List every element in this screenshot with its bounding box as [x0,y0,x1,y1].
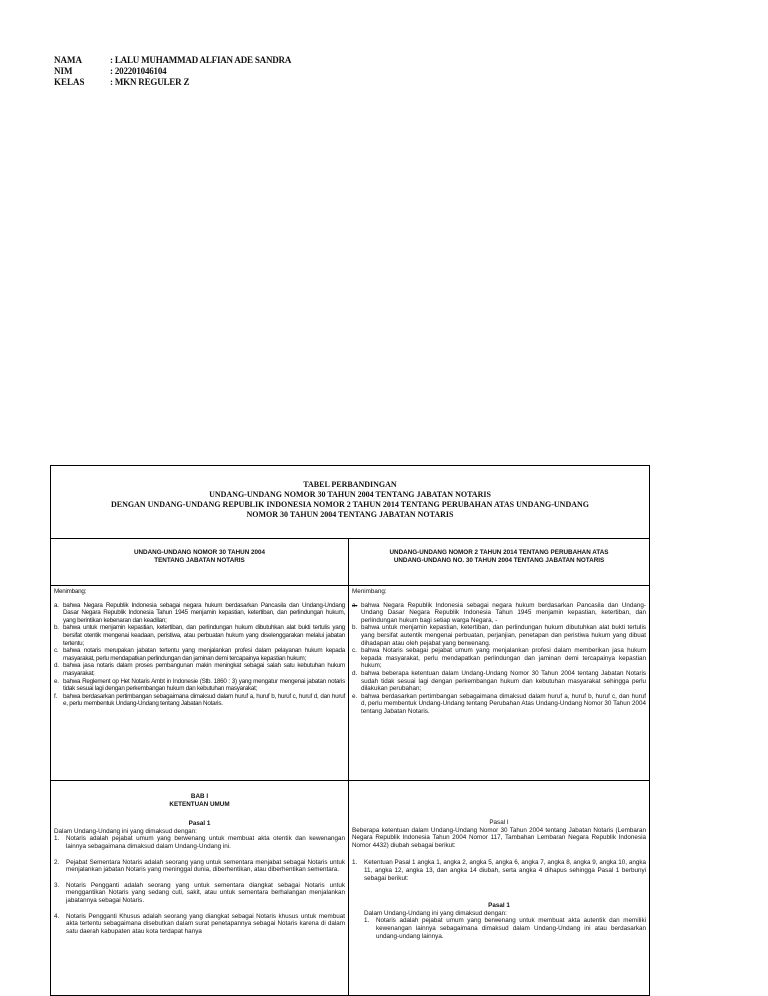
pasal-intro: Dalam Undang-Undang ini yang dimaksud dengan: [364,909,507,917]
definition-item [54,835,345,850]
header-line: UNDANG-UNDANG NO. 30 TAHUN 2004 TENTANG JABATAN NOTARIS [393,557,605,564]
list-item [54,647,345,662]
right-menimbang-list [352,602,646,716]
definition-item [54,882,345,905]
item-text: Notaris adalah pejabat umum yang berwenang untuk membuat akta otentik dan kewenangan lainnya sebagaimana dimaksud dalam Undang-Undang ini. [66,835,345,850]
menimbang-label: Menimbang: [352,588,387,595]
item-text: Ketentuan Pasal 1 angka 1, angka 2, angka 5, angka 6, angka 7, angka 8, angka 9, angka 10, angka 11, angka 12, angka 13, dan angka 14 diubah, serta angka 4 dihapus sehingga Pasal 1 berbunyi sebagai berikut: [364,859,646,882]
item-text: bahwa untuk menjamin kepastian, ketertiban, dan perlindungan hukum dibutuhkan alat bukti tertulis yang bersifat otentik mengenai keadaan, peristiwa, atau perbuatan hukum yang diselenggarakan melalui jabatan tertentu; [63,624,345,647]
title-line: UNDANG-UNDANG NOMOR 30 TAHUN 2004 TENTANG JABATAN NOTARIS [209,490,491,499]
title-line: DENGAN UNDANG-UNDANG REPUBLIK INDONESIA NOMOR 2 TAHUN 2014 TENTANG PERUBAHAN ATAS UNDANG-UNDANG [110,500,590,509]
item-marker: e. [352,692,358,700]
item-marker: 1. [54,835,60,843]
item-marker: 4. [54,912,60,920]
pasal-heading: Pasal I [489,819,509,826]
item-text: Notaris Pengganti adalah seorang yang untuk sementara diangkat sebagai Notaris untuk menggantikan Notaris yang sedang cuti, sakit, atau untuk sementara berhalangan menjalankan jabatannya sebagai Notaris. [66,881,345,904]
identity-key: NIM [54,66,73,76]
item-marker: 2. [54,858,60,866]
list-item [54,678,345,693]
right-pasal-cell [349,781,650,996]
title-line: NOMOR 30 TAHUN 2004 TENTANG JABATAN NOTARIS [246,510,454,519]
identity-row-nim [54,66,291,77]
item-text: bahwa jasa notaris dalam proses pembangunan makin meningkat sebagai salah satu kebutuhan hukum masyarakat; [63,662,345,677]
item-marker: 1. [352,859,358,867]
item-marker: f. [54,692,57,700]
header-line: UNDANG-UNDANG NOMOR 30 TAHUN 2004 [133,549,266,556]
list-item [54,693,345,708]
item-text: bahwa berdasarkan pertimbangan sebagaimana dimaksud dalam huruf a, huruf b, huruf c, huruf d, dan huruf e, perlu membentuk Undang-Undang tentang Jabatan Notaris. [63,692,345,708]
bab-title: KETENTUAN UMUM [169,800,230,808]
item-text: bahwa berdasarkan pertimbangan sebagaimana dimaksud dalam huruf a, huruf b, huruf c, dan huruf d, perlu membentuk Undang-Undang tentang Perubahan Atas Undang-Undang Nomor 30 Tahun 2004 tentang Jabatan Notaris. [361,692,646,715]
item-marker: 3. [54,881,60,889]
menimbang-label: Menimbang: [54,588,87,595]
identity-row-class [54,77,291,88]
pasal-intro: Beberapa ketentuan dalam Undang-Undang Nomor 30 Tahun 2004 tentang Jabatan Notaris (Lembaran Negara Republik Indonesia Tahun 2004 Nomor 117, Tambahan Lembaran Negara Republik Indonesia Nomor 4432) diubah sebagai berikut: [352,826,646,849]
item-marker: e. [54,677,59,685]
amendment-item [352,859,646,882]
pasal-intro: Dalam Undang-Undang ini yang dimaksud dengan: [54,827,197,835]
left-pasal-cell [51,781,349,996]
right-menimbang-cell [349,586,650,781]
item-text: bahwa Negara Republik Indonesia sebagai negara hukum berdasarkan Pancasila dan Undang-Undang Dasar Negara Republik Indonesia Tahun 1945 menjamin kepastian, ketertiban, dan perlindungan hukum, yang berintikan kebenaran dan keadilan; [63,601,345,624]
left-menimbang-cell [51,586,349,781]
item-marker: d. [352,669,358,677]
left-menimbang-list [54,602,345,708]
identity-value: : 202201046104 [110,66,166,77]
pasal-heading: Pasal 1 [188,820,211,828]
item-text: bahwa Notaris sebagai pejabat umum yang menjalankan profesi dalam memberikan jasa hukum kepada masyarakat, perlu mendapatkan perlindungan dan jaminan demi tercapainya kepastian hukum; [361,647,646,670]
definition-item [352,917,646,940]
list-item [352,602,646,625]
right-column-header [349,539,650,586]
item-marker: d. [54,662,59,670]
item-text: bahwa untuk menjamin kepastian, ketertiban, dan perlindungan hukum dibutuhkan alat bukti tertulis yang bersifat autentik mengenai perbuatan, perjanjian, penetapan dan peristiwa hukum yang dibuat dihadapan atau oleh pejabat yang berwenang. [361,624,646,647]
list-item [54,602,345,625]
item-text: bahwa Negara Republik Indonesia sebagai negara hukum berdasarkan Pancasila dan Undang-Undang Dasar Negara Republik Indonesia Tahun 1945 menjamin kepastian, ketertiban, dan perlindungan hukum bagi setiap warga Negara, - [361,601,646,624]
left-column-header [51,539,349,586]
item-marker: c. [352,647,357,655]
list-item [352,670,646,693]
item-text: bahwa beberapa ketentuan dalam Undang-Undang Nomor 30 Tahun 2004 tentang Jabatan Notaris sudah tidak sesuai lagi dengan perkembangan hukum dan kebutuhan masyarakat sehingga perlu dilakukan perubahan; [361,669,646,693]
item-text: Notaris Pengganti Khusus adalah seorang yang diangkat sebagai Notaris khusus untuk membuat akta tertentu sebagaimana disebutkan dalam surat penetapannya sebagai Notaris karena di dalam satu daerah kabupaten atau kota terdapat hanya [66,912,345,935]
item-text: Pejabat Sementara Notaris adalah seorang yang untuk sementara menjabat sebagai Notaris untuk menjalankan jabatan Notaris yang meninggal dunia, diberhentikan, atau diberhentikan sementara. [66,858,345,874]
bab-number: BAB I [190,793,209,800]
item-text: bahwa Reglement op Het Notaris Ambt in Indonesie (Stb. 1860 : 3) yang mengatur mengenai jabatan notaris tidak sesuai lagi dengan perkembangan hukum dan kebutuhan masyarakat; [63,677,345,693]
header-line: UNDANG-UNDANG NOMOR 2 TAHUN 2014 TENTANG PERUBAHAN ATAS [389,549,609,556]
pasal-heading: Pasal 1 [488,902,510,910]
identity-key: NAMA [54,55,82,65]
list-item [352,624,646,647]
definition-item [54,859,345,874]
item-marker: 1. [364,917,370,925]
identity-row-name [54,55,291,66]
list-item [352,693,646,716]
list-item [54,662,345,677]
item-text: Notaris adalah pejabat umum yang berwenang untuk membuat akta autentik dan memiliki kewenangan lainnya sebagaimana dimaksud dalam Undang-Undang ini atau berdasarkan undang-undang lainnya. [376,917,646,940]
item-text: bahwa notaris merupakan jabatan tertentu yang menjalankan profesi dalam pelayanan hukum kepada masyarakat, perlu mendapatkan perlindungan dan jaminan demi tercapainya kepastian hukum; [63,647,345,662]
identity-value: : LALU MUHAMMAD ALFIAN ADE SANDRA [110,55,291,66]
comparison-table [50,465,650,996]
identity-value: : MKN REGULER Z [110,77,189,88]
item-marker: a. [352,601,358,609]
identity-key: KELAS [54,77,85,87]
student-identity [54,55,291,88]
item-marker: b. [54,624,59,632]
item-marker: b. [352,624,358,632]
title-line: TABEL PERBANDINGAN [303,480,397,489]
item-marker: c. [54,647,59,655]
item-marker: a. [54,601,59,609]
header-line: TENTANG JABATAN NOTARIS [154,557,245,564]
table-title [51,466,650,539]
list-item [352,647,646,670]
list-item [54,624,345,647]
